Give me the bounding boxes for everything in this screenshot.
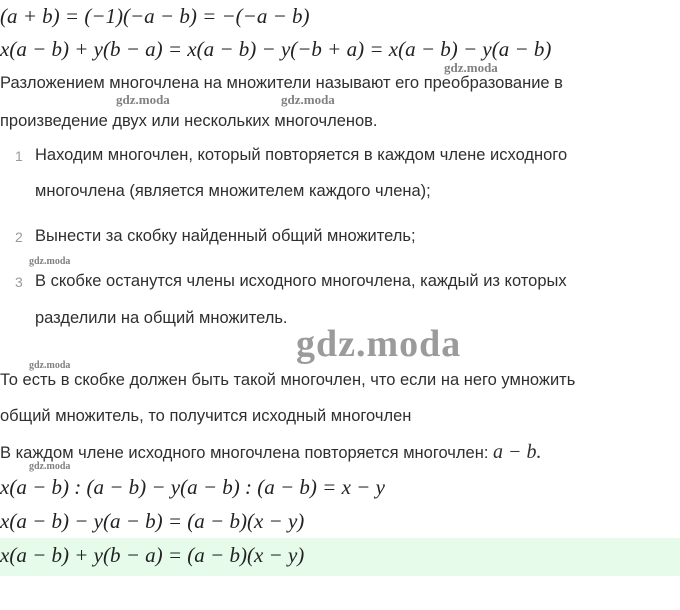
watermark: gdz.moda bbox=[29, 256, 71, 267]
equation-expansion: x(a − b) + y(b − a) = x(a − b) − y(−b + a) = x(a − b) − y(a − b) bbox=[0, 37, 552, 61]
step-text-line: В скобке останутся члены исходного многочлена, каждый из которых bbox=[35, 272, 567, 290]
step-number: 3 bbox=[15, 274, 23, 290]
repeat-note-math: a − b. bbox=[493, 441, 542, 463]
step-text-line: Вынести за скобку найденный общий множитель; bbox=[35, 227, 416, 245]
definition-line-1: Разложением многочлена на множители называют его преобразование в bbox=[0, 74, 563, 92]
watermark: gdz.moda bbox=[444, 60, 498, 75]
equation-factored: x(a − b) − y(a − b) = (a − b)(x − y) bbox=[0, 509, 305, 533]
explanation-line-1: То есть в скобке должен быть такой многочлен, что если на него умножить bbox=[0, 371, 576, 389]
repeat-note-text: В каждом члене исходного многочлена повторяется многочлен: bbox=[0, 444, 493, 462]
watermark-large: gdz.moda bbox=[296, 323, 462, 365]
watermark: gdz.moda bbox=[29, 461, 71, 472]
definition-line-2: произведение двух или нескольких многочленов. bbox=[0, 112, 378, 130]
watermark: gdz.moda bbox=[116, 92, 170, 107]
equation-answer: x(a − b) + y(b − a) = (a − b)(x − y) bbox=[0, 543, 305, 567]
step-number: 1 bbox=[15, 148, 23, 164]
repeat-note bbox=[0, 441, 542, 464]
equation-division: x(a − b) : (a − b) − y(a − b) : (a − b) = x − y bbox=[0, 475, 385, 499]
watermark: gdz.moda bbox=[29, 360, 71, 371]
explanation-line-2: общий множитель, то получится исходный многочлен bbox=[0, 407, 412, 425]
step-number: 2 bbox=[15, 229, 23, 245]
watermark: gdz.moda bbox=[281, 92, 335, 107]
step-text-line: разделили на общий множитель. bbox=[35, 309, 288, 327]
equation-sign-change: (a + b) = (−1)(−a − b) = −(−a − b) bbox=[0, 4, 310, 28]
step-text-line: Находим многочлен, который повторяется в каждом члене исходного bbox=[35, 146, 568, 164]
step-text-line: многочлена (является множителем каждого члена); bbox=[35, 182, 431, 200]
